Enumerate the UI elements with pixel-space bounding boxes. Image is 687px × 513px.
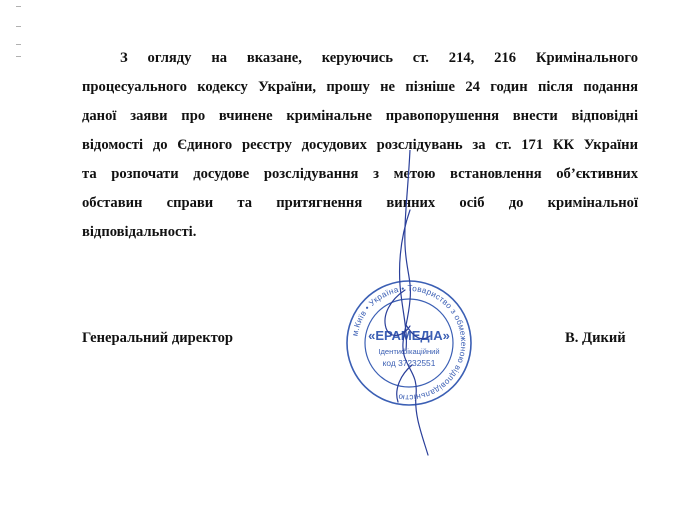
stamp-company-name: «ЕРАМЕДІА» <box>368 328 450 343</box>
signer-name: В. Дикий <box>565 330 626 346</box>
scan-margin-marks <box>16 6 26 66</box>
handwritten-signature <box>370 150 450 460</box>
stamp-code-number: код 37232551 <box>382 358 436 368</box>
stamp-outer-text: м.Київ • Україна • Товариство з обмеженою відповідальністю <box>350 283 469 403</box>
body-line: процесуального кодексу України, прошу не пізніше 24 годин після подання <box>82 79 638 95</box>
body-line: та розпочати досудове розслідування з метою встановлення об’єктивних <box>82 166 638 182</box>
signer-position: Генеральний директор <box>82 330 234 346</box>
body-line: відповідальності. <box>82 224 197 240</box>
stamp-code-label: Ідентифікаційний <box>378 347 440 356</box>
body-line: обставин справи та притягнення винних осіб до кримінальної <box>82 195 638 211</box>
body-line: даної заяви про вчинене кримінальне правопорушення внести відповідні <box>82 108 638 124</box>
body-line: відомості до Єдиного реєстру досудових розслідувань за ст. 171 КК України <box>82 137 638 153</box>
letter-body-paragraph <box>82 44 638 247</box>
body-line: З огляду на вказане, керуючись ст. 214, 216 Кримінального <box>120 50 638 66</box>
